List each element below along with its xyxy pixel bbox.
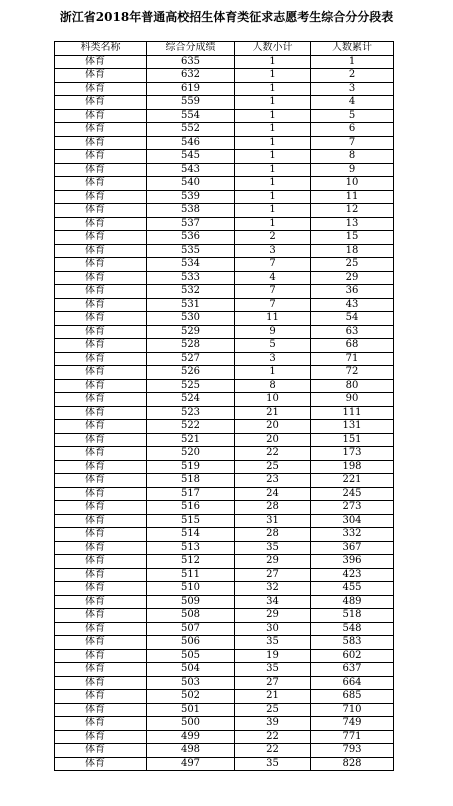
cell-cumulative: 245 bbox=[311, 487, 394, 501]
cell-category: 体育 bbox=[55, 447, 147, 461]
cell-cumulative: 489 bbox=[311, 595, 394, 609]
table-row bbox=[55, 312, 394, 326]
cell-category: 体育 bbox=[55, 555, 147, 569]
cell-score: 538 bbox=[147, 204, 235, 218]
table-row bbox=[55, 379, 394, 393]
cell-category: 体育 bbox=[55, 339, 147, 353]
cell-score: 512 bbox=[147, 555, 235, 569]
cell-cumulative: 2 bbox=[311, 69, 394, 83]
cell-score: 503 bbox=[147, 676, 235, 690]
cell-count: 27 bbox=[235, 568, 311, 582]
header-category: 科类名称 bbox=[55, 42, 147, 56]
cell-category: 体育 bbox=[55, 352, 147, 366]
cell-cumulative: 518 bbox=[311, 609, 394, 623]
table-row bbox=[55, 514, 394, 528]
cell-category: 体育 bbox=[55, 136, 147, 150]
cell-category: 体育 bbox=[55, 258, 147, 272]
table-header-row bbox=[55, 42, 394, 56]
cell-score: 537 bbox=[147, 217, 235, 231]
cell-category: 体育 bbox=[55, 55, 147, 69]
cell-cumulative: 685 bbox=[311, 690, 394, 704]
cell-score: 519 bbox=[147, 460, 235, 474]
cell-category: 体育 bbox=[55, 163, 147, 177]
cell-score: 546 bbox=[147, 136, 235, 150]
cell-category: 体育 bbox=[55, 528, 147, 542]
cell-category: 体育 bbox=[55, 487, 147, 501]
table-row bbox=[55, 244, 394, 258]
cell-category: 体育 bbox=[55, 69, 147, 83]
cell-category: 体育 bbox=[55, 757, 147, 771]
cell-count: 7 bbox=[235, 258, 311, 272]
cell-score: 535 bbox=[147, 244, 235, 258]
cell-count: 1 bbox=[235, 82, 311, 96]
cell-score: 534 bbox=[147, 258, 235, 272]
table-row bbox=[55, 204, 394, 218]
cell-cumulative: 664 bbox=[311, 676, 394, 690]
cell-score: 504 bbox=[147, 663, 235, 677]
cell-count: 29 bbox=[235, 609, 311, 623]
cell-category: 体育 bbox=[55, 217, 147, 231]
cell-count: 5 bbox=[235, 339, 311, 353]
cell-category: 体育 bbox=[55, 190, 147, 204]
cell-category: 体育 bbox=[55, 703, 147, 717]
cell-cumulative: 5 bbox=[311, 109, 394, 123]
table-row bbox=[55, 744, 394, 758]
cell-count: 9 bbox=[235, 325, 311, 339]
cell-category: 体育 bbox=[55, 541, 147, 555]
table-row bbox=[55, 55, 394, 69]
cell-count: 1 bbox=[235, 150, 311, 164]
table-body bbox=[55, 55, 394, 771]
table-row bbox=[55, 96, 394, 110]
cell-score: 514 bbox=[147, 528, 235, 542]
table-row bbox=[55, 609, 394, 623]
cell-category: 体育 bbox=[55, 717, 147, 731]
cell-category: 体育 bbox=[55, 474, 147, 488]
table-row bbox=[55, 568, 394, 582]
cell-cumulative: 13 bbox=[311, 217, 394, 231]
table-row bbox=[55, 555, 394, 569]
table-row bbox=[55, 649, 394, 663]
table-row bbox=[55, 474, 394, 488]
table-row bbox=[55, 636, 394, 650]
cell-count: 32 bbox=[235, 582, 311, 596]
header-score: 综合分成绩 bbox=[147, 42, 235, 56]
table-row bbox=[55, 582, 394, 596]
cell-cumulative: 583 bbox=[311, 636, 394, 650]
table-row bbox=[55, 541, 394, 555]
cell-category: 体育 bbox=[55, 501, 147, 515]
cell-score: 513 bbox=[147, 541, 235, 555]
cell-category: 体育 bbox=[55, 204, 147, 218]
table-row bbox=[55, 622, 394, 636]
cell-score: 526 bbox=[147, 366, 235, 380]
cell-cumulative: 25 bbox=[311, 258, 394, 272]
cell-count: 28 bbox=[235, 528, 311, 542]
cell-score: 554 bbox=[147, 109, 235, 123]
table-row bbox=[55, 501, 394, 515]
cell-category: 体育 bbox=[55, 622, 147, 636]
table-row bbox=[55, 703, 394, 717]
cell-cumulative: 72 bbox=[311, 366, 394, 380]
cell-count: 20 bbox=[235, 433, 311, 447]
cell-category: 体育 bbox=[55, 663, 147, 677]
table-row bbox=[55, 285, 394, 299]
cell-count: 20 bbox=[235, 420, 311, 434]
cell-cumulative: 637 bbox=[311, 663, 394, 677]
cell-count: 28 bbox=[235, 501, 311, 515]
cell-category: 体育 bbox=[55, 744, 147, 758]
cell-cumulative: 3 bbox=[311, 82, 394, 96]
table-row bbox=[55, 433, 394, 447]
table-row bbox=[55, 595, 394, 609]
cell-count: 1 bbox=[235, 96, 311, 110]
cell-category: 体育 bbox=[55, 393, 147, 407]
cell-score: 539 bbox=[147, 190, 235, 204]
cell-category: 体育 bbox=[55, 285, 147, 299]
cell-score: 508 bbox=[147, 609, 235, 623]
table-row bbox=[55, 676, 394, 690]
cell-cumulative: 173 bbox=[311, 447, 394, 461]
cell-count: 22 bbox=[235, 447, 311, 461]
cell-count: 25 bbox=[235, 460, 311, 474]
cell-count: 1 bbox=[235, 55, 311, 69]
page-title: 浙江省2018年普通高校招生体育类征求志愿考生综合分分段表 bbox=[59, 10, 394, 24]
cell-cumulative: 423 bbox=[311, 568, 394, 582]
cell-category: 体育 bbox=[55, 609, 147, 623]
cell-count: 27 bbox=[235, 676, 311, 690]
cell-category: 体育 bbox=[55, 231, 147, 245]
cell-cumulative: 771 bbox=[311, 730, 394, 744]
cell-category: 体育 bbox=[55, 150, 147, 164]
cell-count: 8 bbox=[235, 379, 311, 393]
cell-category: 体育 bbox=[55, 366, 147, 380]
cell-cumulative: 602 bbox=[311, 649, 394, 663]
cell-count: 35 bbox=[235, 636, 311, 650]
cell-category: 体育 bbox=[55, 636, 147, 650]
cell-score: 515 bbox=[147, 514, 235, 528]
cell-count: 22 bbox=[235, 744, 311, 758]
cell-category: 体育 bbox=[55, 123, 147, 137]
cell-cumulative: 29 bbox=[311, 271, 394, 285]
cell-cumulative: 12 bbox=[311, 204, 394, 218]
cell-count: 35 bbox=[235, 541, 311, 555]
cell-cumulative: 9 bbox=[311, 163, 394, 177]
cell-count: 30 bbox=[235, 622, 311, 636]
cell-cumulative: 6 bbox=[311, 123, 394, 137]
cell-count: 1 bbox=[235, 109, 311, 123]
table-row bbox=[55, 757, 394, 771]
cell-score: 552 bbox=[147, 123, 235, 137]
cell-score: 619 bbox=[147, 82, 235, 96]
cell-score: 505 bbox=[147, 649, 235, 663]
cell-cumulative: 151 bbox=[311, 433, 394, 447]
cell-score: 521 bbox=[147, 433, 235, 447]
cell-cumulative: 80 bbox=[311, 379, 394, 393]
table-row bbox=[55, 298, 394, 312]
cell-category: 体育 bbox=[55, 312, 147, 326]
table-row bbox=[55, 325, 394, 339]
cell-category: 体育 bbox=[55, 406, 147, 420]
cell-cumulative: 43 bbox=[311, 298, 394, 312]
cell-count: 4 bbox=[235, 271, 311, 285]
table-row bbox=[55, 231, 394, 245]
table-row bbox=[55, 150, 394, 164]
cell-category: 体育 bbox=[55, 433, 147, 447]
cell-category: 体育 bbox=[55, 595, 147, 609]
cell-category: 体育 bbox=[55, 582, 147, 596]
cell-score: 635 bbox=[147, 55, 235, 69]
cell-cumulative: 111 bbox=[311, 406, 394, 420]
cell-score: 499 bbox=[147, 730, 235, 744]
cell-category: 体育 bbox=[55, 690, 147, 704]
cell-count: 21 bbox=[235, 690, 311, 704]
cell-category: 体育 bbox=[55, 730, 147, 744]
cell-count: 1 bbox=[235, 136, 311, 150]
cell-count: 11 bbox=[235, 312, 311, 326]
cell-score: 518 bbox=[147, 474, 235, 488]
cell-cumulative: 10 bbox=[311, 177, 394, 191]
cell-score: 536 bbox=[147, 231, 235, 245]
cell-score: 540 bbox=[147, 177, 235, 191]
cell-category: 体育 bbox=[55, 460, 147, 474]
cell-cumulative: 8 bbox=[311, 150, 394, 164]
table-row bbox=[55, 163, 394, 177]
table-row bbox=[55, 217, 394, 231]
cell-score: 522 bbox=[147, 420, 235, 434]
cell-cumulative: 63 bbox=[311, 325, 394, 339]
cell-score: 545 bbox=[147, 150, 235, 164]
cell-cumulative: 11 bbox=[311, 190, 394, 204]
cell-count: 2 bbox=[235, 231, 311, 245]
cell-cumulative: 198 bbox=[311, 460, 394, 474]
cell-cumulative: 36 bbox=[311, 285, 394, 299]
cell-count: 35 bbox=[235, 663, 311, 677]
cell-count: 19 bbox=[235, 649, 311, 663]
cell-count: 7 bbox=[235, 285, 311, 299]
cell-cumulative: 7 bbox=[311, 136, 394, 150]
cell-score: 500 bbox=[147, 717, 235, 731]
table-row bbox=[55, 339, 394, 353]
cell-score: 525 bbox=[147, 379, 235, 393]
cell-count: 34 bbox=[235, 595, 311, 609]
cell-count: 1 bbox=[235, 366, 311, 380]
header-count: 人数小计 bbox=[235, 42, 311, 56]
table-row bbox=[55, 690, 394, 704]
cell-cumulative: 828 bbox=[311, 757, 394, 771]
cell-score: 520 bbox=[147, 447, 235, 461]
table-row bbox=[55, 406, 394, 420]
cell-count: 23 bbox=[235, 474, 311, 488]
cell-score: 528 bbox=[147, 339, 235, 353]
cell-score: 511 bbox=[147, 568, 235, 582]
table-row bbox=[55, 366, 394, 380]
cell-cumulative: 68 bbox=[311, 339, 394, 353]
cell-score: 507 bbox=[147, 622, 235, 636]
cell-score: 510 bbox=[147, 582, 235, 596]
table-row bbox=[55, 136, 394, 150]
cell-cumulative: 367 bbox=[311, 541, 394, 555]
cell-category: 体育 bbox=[55, 514, 147, 528]
table-row bbox=[55, 393, 394, 407]
cell-cumulative: 273 bbox=[311, 501, 394, 515]
cell-cumulative: 332 bbox=[311, 528, 394, 542]
table-row bbox=[55, 258, 394, 272]
table-row bbox=[55, 717, 394, 731]
cell-score: 516 bbox=[147, 501, 235, 515]
cell-cumulative: 304 bbox=[311, 514, 394, 528]
table-row bbox=[55, 420, 394, 434]
cell-score: 530 bbox=[147, 312, 235, 326]
cell-cumulative: 793 bbox=[311, 744, 394, 758]
cell-category: 体育 bbox=[55, 271, 147, 285]
cell-cumulative: 1 bbox=[311, 55, 394, 69]
cell-count: 21 bbox=[235, 406, 311, 420]
table-row bbox=[55, 663, 394, 677]
cell-cumulative: 710 bbox=[311, 703, 394, 717]
cell-count: 25 bbox=[235, 703, 311, 717]
cell-category: 体育 bbox=[55, 298, 147, 312]
cell-count: 24 bbox=[235, 487, 311, 501]
cell-count: 39 bbox=[235, 717, 311, 731]
cell-count: 1 bbox=[235, 163, 311, 177]
cell-score: 523 bbox=[147, 406, 235, 420]
cell-cumulative: 221 bbox=[311, 474, 394, 488]
cell-count: 22 bbox=[235, 730, 311, 744]
cell-score: 502 bbox=[147, 690, 235, 704]
cell-category: 体育 bbox=[55, 96, 147, 110]
cell-cumulative: 71 bbox=[311, 352, 394, 366]
cell-count: 1 bbox=[235, 177, 311, 191]
cell-score: 524 bbox=[147, 393, 235, 407]
cell-category: 体育 bbox=[55, 82, 147, 96]
cell-category: 体育 bbox=[55, 676, 147, 690]
cell-category: 体育 bbox=[55, 109, 147, 123]
table-row bbox=[55, 123, 394, 137]
cell-count: 1 bbox=[235, 217, 311, 231]
cell-cumulative: 90 bbox=[311, 393, 394, 407]
cell-cumulative: 15 bbox=[311, 231, 394, 245]
cell-category: 体育 bbox=[55, 649, 147, 663]
cell-cumulative: 455 bbox=[311, 582, 394, 596]
cell-cumulative: 396 bbox=[311, 555, 394, 569]
cell-count: 1 bbox=[235, 69, 311, 83]
cell-score: 533 bbox=[147, 271, 235, 285]
cell-cumulative: 749 bbox=[311, 717, 394, 731]
cell-score: 632 bbox=[147, 69, 235, 83]
cell-cumulative: 131 bbox=[311, 420, 394, 434]
cell-cumulative: 548 bbox=[311, 622, 394, 636]
cell-count: 31 bbox=[235, 514, 311, 528]
table-row bbox=[55, 109, 394, 123]
cell-count: 3 bbox=[235, 352, 311, 366]
cell-category: 体育 bbox=[55, 244, 147, 258]
table-row bbox=[55, 447, 394, 461]
cell-category: 体育 bbox=[55, 420, 147, 434]
cell-score: 559 bbox=[147, 96, 235, 110]
cell-count: 1 bbox=[235, 123, 311, 137]
cell-score: 509 bbox=[147, 595, 235, 609]
cell-cumulative: 4 bbox=[311, 96, 394, 110]
cell-score: 529 bbox=[147, 325, 235, 339]
cell-count: 7 bbox=[235, 298, 311, 312]
table-row bbox=[55, 177, 394, 191]
cell-score: 501 bbox=[147, 703, 235, 717]
cell-category: 体育 bbox=[55, 177, 147, 191]
table-row bbox=[55, 352, 394, 366]
table-row bbox=[55, 487, 394, 501]
cell-count: 10 bbox=[235, 393, 311, 407]
table-row bbox=[55, 69, 394, 83]
table-row bbox=[55, 460, 394, 474]
cell-category: 体育 bbox=[55, 325, 147, 339]
table-row bbox=[55, 82, 394, 96]
table-row bbox=[55, 271, 394, 285]
cell-category: 体育 bbox=[55, 568, 147, 582]
cell-count: 1 bbox=[235, 190, 311, 204]
table-row bbox=[55, 528, 394, 542]
cell-score: 543 bbox=[147, 163, 235, 177]
cell-score: 506 bbox=[147, 636, 235, 650]
cell-score: 498 bbox=[147, 744, 235, 758]
cell-cumulative: 54 bbox=[311, 312, 394, 326]
table-row bbox=[55, 190, 394, 204]
cell-cumulative: 18 bbox=[311, 244, 394, 258]
cell-count: 29 bbox=[235, 555, 311, 569]
cell-count: 35 bbox=[235, 757, 311, 771]
cell-score: 497 bbox=[147, 757, 235, 771]
cell-score: 517 bbox=[147, 487, 235, 501]
table-row bbox=[55, 730, 394, 744]
cell-score: 527 bbox=[147, 352, 235, 366]
cell-count: 1 bbox=[235, 204, 311, 218]
header-cumulative: 人数累计 bbox=[311, 42, 394, 56]
cell-score: 532 bbox=[147, 285, 235, 299]
score-table bbox=[54, 41, 394, 771]
cell-count: 3 bbox=[235, 244, 311, 258]
cell-score: 531 bbox=[147, 298, 235, 312]
cell-category: 体育 bbox=[55, 379, 147, 393]
